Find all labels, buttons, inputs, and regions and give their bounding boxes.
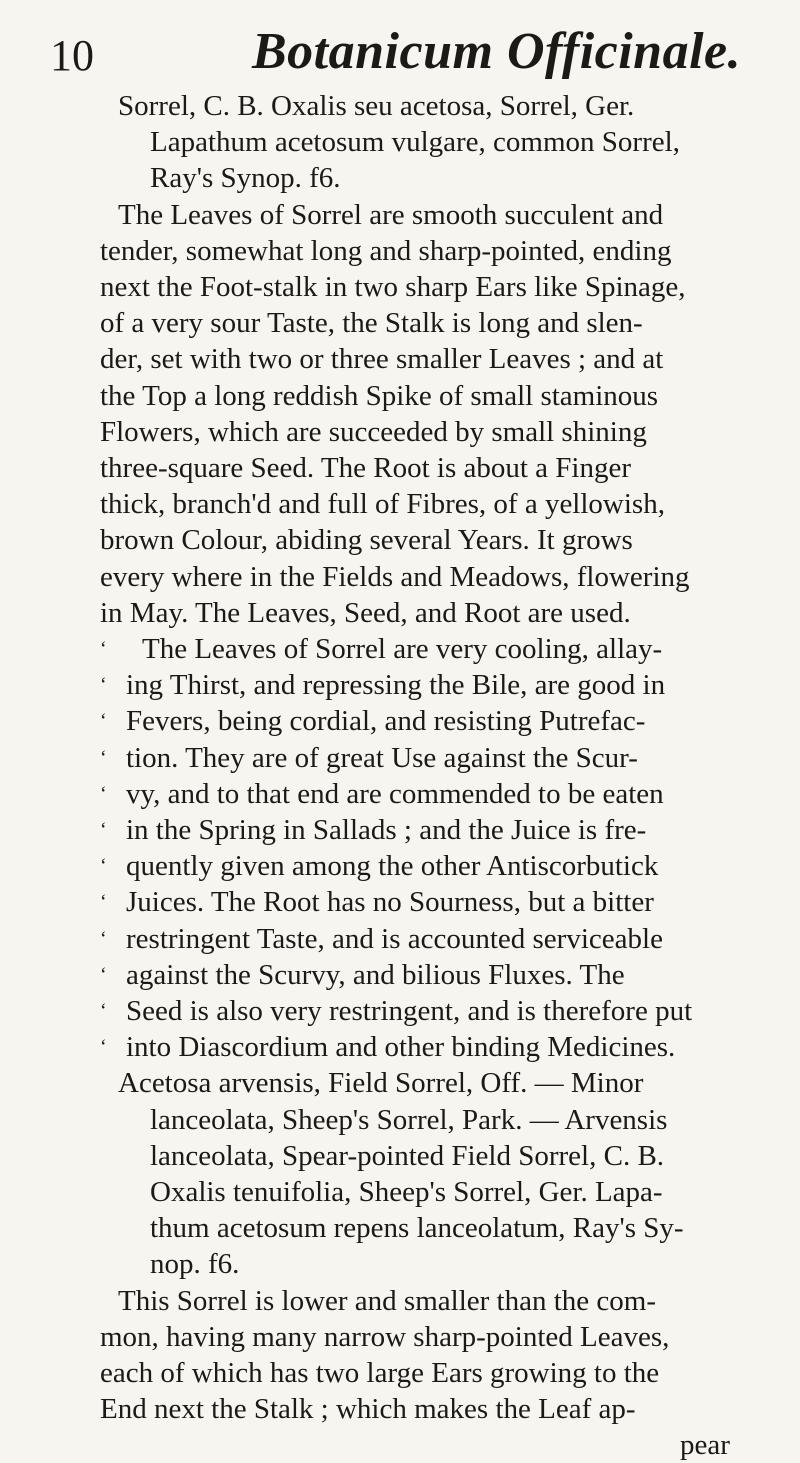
- text-line: [118, 1283, 656, 1319]
- text-line: [100, 1391, 636, 1427]
- text-line: [100, 450, 631, 486]
- text-line: [150, 1210, 684, 1246]
- text-line: [100, 559, 690, 595]
- text-line: [100, 884, 654, 920]
- line-text: pear: [680, 1429, 730, 1462]
- line-text: Lapathum acetosum vulgare, common Sorrel,: [150, 126, 680, 159]
- text-line: [100, 667, 665, 703]
- text-line: [100, 233, 671, 269]
- line-text: Juices. The Root has no Sourness, but a bitter: [126, 886, 654, 919]
- line-text: Oxalis tenuifolia, Sheep's Sorrel, Ger. Lapa-: [150, 1176, 663, 1208]
- quote-mark: ‘: [100, 891, 107, 914]
- text-line: [150, 124, 680, 160]
- line-text: Acetosa arvensis, Field Sorrel, Off. — Minor: [118, 1067, 644, 1100]
- line-text: mon, having many narrow sharp-pointed Leaves,: [100, 1320, 670, 1353]
- page-header: [50, 22, 750, 92]
- text-line: [150, 1246, 239, 1282]
- line-text: next the Foot-stalk in two sharp Ears like Spinage,: [100, 271, 686, 303]
- quote-mark: ‘: [100, 674, 107, 697]
- text-line: [150, 1138, 664, 1174]
- line-text: Seed is also very restringent, and is therefore put: [126, 995, 693, 1027]
- text-line: [100, 414, 647, 450]
- line-text: nop. f6.: [150, 1248, 240, 1281]
- line-text: in the Spring in Sallads ; and the Juice is fre-: [126, 814, 647, 846]
- line-text: every where in the Fields and Meadows, flowering: [100, 560, 690, 593]
- quote-mark: ‘: [100, 638, 107, 660]
- quote-mark: ‘: [100, 746, 107, 769]
- line-text: The Leaves of Sorrel are smooth succulent and: [118, 198, 664, 231]
- text-line: [100, 595, 631, 631]
- text-line: [100, 486, 665, 522]
- line-text: Flowers, which are succeeded by small shining: [100, 415, 647, 448]
- line-text: tion. They are of great Use against the Scur-: [126, 741, 638, 774]
- text-line: [100, 776, 664, 812]
- line-text: against the Scurvy, and bilious Fluxes. The: [126, 958, 625, 991]
- text-line: [100, 993, 692, 1029]
- text-line: [118, 1065, 643, 1101]
- line-text: The Leaves of Sorrel are very cooling, allay-: [142, 633, 663, 665]
- quote-mark: ‘: [100, 1000, 107, 1022]
- text-line: [118, 197, 663, 233]
- line-text: each of which has two large Ears growing to the: [100, 1357, 660, 1389]
- text-line: [100, 1319, 669, 1355]
- quote-mark: ‘: [100, 782, 107, 805]
- text-line: [100, 812, 646, 848]
- text-line: [100, 1355, 659, 1391]
- text-line: [100, 1029, 675, 1065]
- line-text: vy, and to that end are commended to be eaten: [126, 777, 664, 810]
- line-text: in May. The Leaves, Seed, and Root are used.: [100, 596, 631, 629]
- quote-mark: ‘: [100, 710, 107, 733]
- line-text: tender, somewhat long and sharp-pointed, ending: [100, 234, 672, 267]
- text-line: [100, 341, 663, 377]
- line-text: This Sorrel is lower and smaller than the com-: [118, 1284, 656, 1317]
- text-line: [118, 88, 634, 124]
- text-line: [100, 957, 625, 993]
- line-text: into Diascordium and other binding Medicines.: [126, 1031, 676, 1064]
- running-title: Botanicum Officinale.: [252, 23, 742, 80]
- quote-mark: ‘: [100, 927, 107, 950]
- text-line: [100, 631, 662, 667]
- text-line: [100, 848, 658, 884]
- text-line: [150, 160, 341, 196]
- text-line: [100, 740, 638, 776]
- text-line: [100, 921, 663, 957]
- line-text: lanceolata, Sheep's Sorrel, Park. — Arvensis: [150, 1103, 668, 1136]
- text-line: [100, 269, 686, 305]
- text-line: [150, 1102, 667, 1138]
- line-text: brown Colour, abiding several Years. It grows: [100, 524, 633, 557]
- line-text: der, set with two or three smaller Leaves ; and at: [100, 343, 664, 376]
- text-line: [680, 1427, 730, 1463]
- text-line: [150, 1174, 663, 1210]
- line-text: thick, branch'd and full of Fibres, of a yellowish,: [100, 488, 665, 521]
- quote-mark: ‘: [100, 1036, 107, 1059]
- line-text: the Top a long reddish Spike of small staminous: [100, 379, 659, 412]
- page-number: 10: [50, 31, 94, 80]
- line-text: Ray's Synop. f6.: [150, 162, 341, 195]
- line-text: restringent Taste, and is accounted serviceable: [126, 922, 663, 955]
- line-text: quently given among the other Antiscorbutick: [126, 850, 659, 883]
- line-text: ing Thirst, and repressing the Bile, are good in: [126, 669, 666, 702]
- text-line: [100, 703, 645, 739]
- quote-mark: ‘: [100, 819, 107, 841]
- line-text: Sorrel, C. B. Oxalis seu acetosa, Sorrel, Ger.: [118, 90, 635, 122]
- text-line: [100, 378, 658, 414]
- quote-mark: ‘: [100, 855, 107, 878]
- text-line: [100, 522, 633, 558]
- quote-mark: ‘: [100, 963, 107, 986]
- line-text: End next the Stalk ; which makes the Leaf ap-: [100, 1393, 636, 1426]
- line-text: lanceolata, Spear-pointed Field Sorrel, C. B.: [150, 1139, 665, 1172]
- line-text: Fevers, being cordial, and resisting Putrefac-: [126, 705, 646, 738]
- line-text: three-square Seed. The Root is about a Finger: [100, 452, 631, 484]
- line-text: thum acetosum repens lanceolatum, Ray's Sy-: [150, 1212, 684, 1245]
- text-line: [100, 305, 643, 341]
- line-text: of a very sour Taste, the Stalk is long and slen-: [100, 307, 643, 340]
